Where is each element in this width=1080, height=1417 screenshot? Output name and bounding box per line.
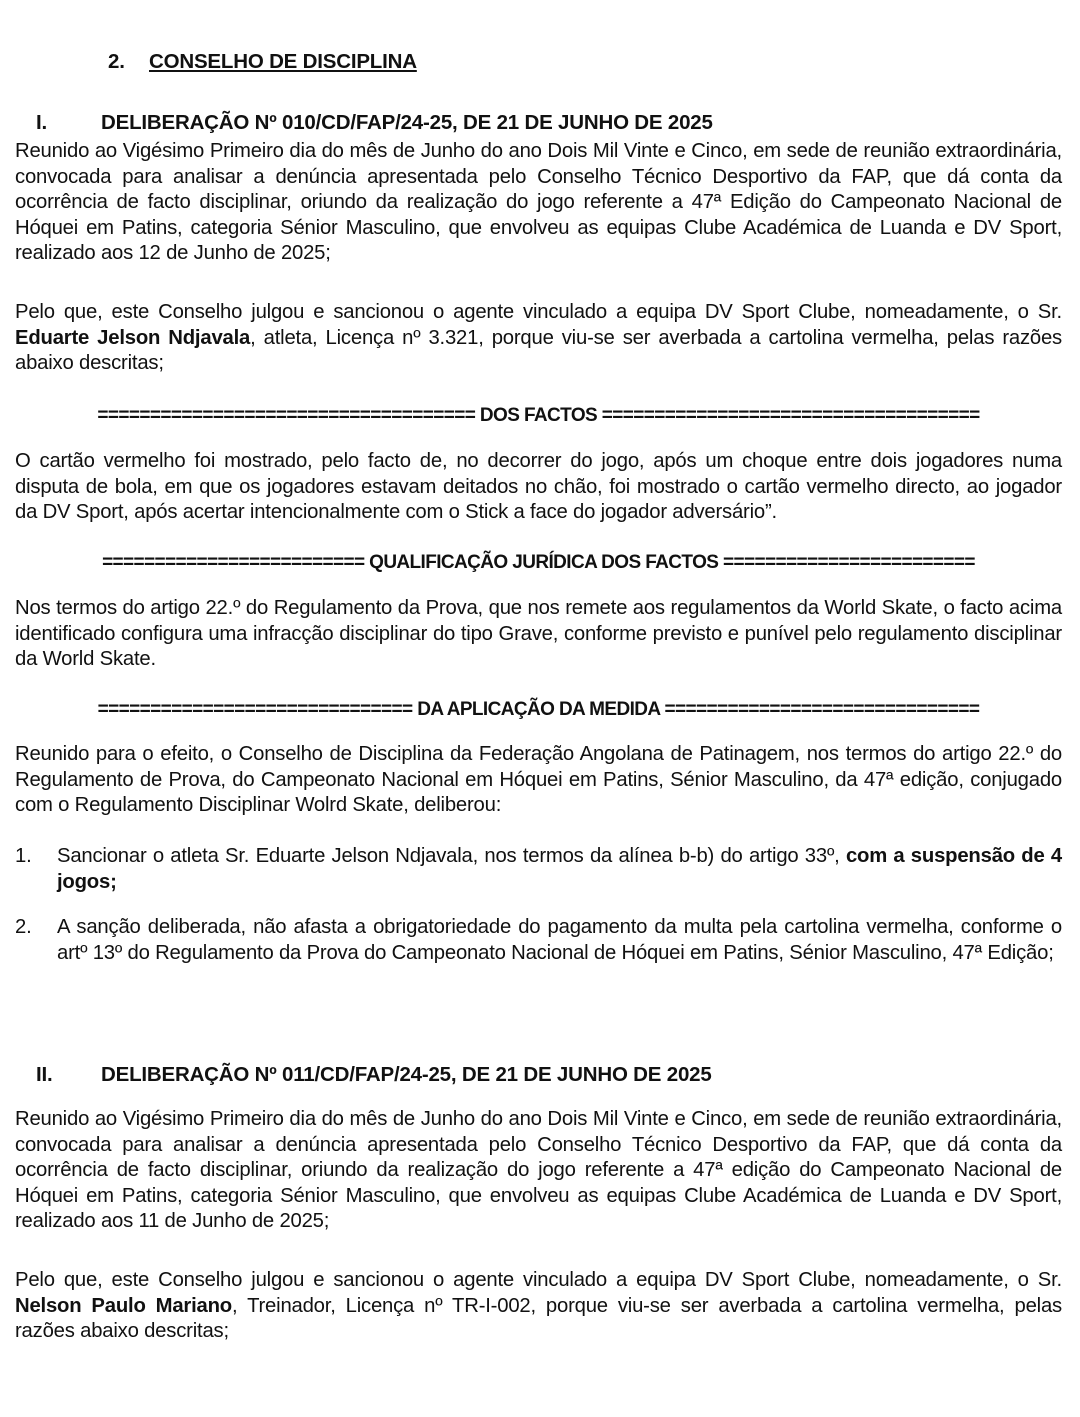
deliberation-2-sanction-before: Pelo que, este Conselho julgou e sancionou o agente vinculado a equipa DV Sport Clube, nomeadamente, o Sr.	[15, 1269, 1062, 1291]
facts-paragraph: O cartão vermelho foi mostrado, pelo facto de, no decorrer do jogo, após um choque entre dois jogadores numa disputa de bola, em que os jogadores estavam deitados no chão, foi mostrado o cartão vermelho directo, ao jogador da DV Sport, após acertar intencionalmente com o Stick a face do jogador adversário”.	[15, 450, 1062, 523]
deliberation-2-sanction-after: , Treinador, Licença nº TR-I-002, porque viu-se ser averbada a cartolina vermelha, pelas razões abaixo descritas;	[15, 1294, 1062, 1342]
separator-medida: ============================== DA APLICAÇÃO DA MEDIDA ==============================	[97, 699, 980, 720]
deliberation-1-sanction	[15, 300, 1062, 377]
list-item-2	[15, 915, 1062, 966]
deliberation-1-heading	[36, 110, 713, 136]
separator-qualificacao: ========================= QUALIFICAÇÃO JURÍDICA DOS FACTOS ========================	[102, 552, 975, 573]
list-item-1-text	[57, 844, 1062, 895]
list-item-1-number: 1.	[15, 845, 32, 867]
deliberation-1-agent-name: Eduarte Jelson Ndjavala	[15, 326, 251, 349]
deliberation-1-sanction-before: Pelo que, este Conselho julgou e sancionou o agente vinculado a equipa DV Sport Clube, nomeadamente, o Sr.	[15, 301, 1062, 323]
deliberation-1-title: DELIBERAÇÃO Nº 010/CD/FAP/24-25, DE 21 DE JUNHO DE 2025	[101, 111, 713, 134]
list-item-1-bold: com a suspensão de 4 jogos;	[57, 845, 1062, 893]
deliberation-2-roman: II.	[36, 1063, 53, 1086]
section-heading	[108, 49, 417, 75]
qualification-paragraph: Nos termos do artigo 22.º do Regulamento da Prova, que nos remete aos regulamentos da World Skate, o facto acima identificado configura uma infracção disciplinar do tipo Grave, conforme previsto e punível pelo regulamento disciplinar da World Skate.	[15, 597, 1062, 670]
deliberation-1-intro: Reunido ao Vigésimo Primeiro dia do mês de Junho do ano Dois Mil Vinte e Cinco, em sede de reunião extraordinária, convocada para analisar a denúncia apresentada pelo Conselho Técnico Desportivo da FAP, que dá conta da ocorrência de facto disciplinar, oriundo da realização do jogo referente a 47ª Edição do Campeonato Nacional de Hóquei em Patins, categoria Sénior Masculino, que envolveu as equipas Clube Académica de Luanda e DV Sport, realizado aos 12 de Junho de 2025;	[15, 140, 1062, 264]
measure-paragraph: Reunido para o efeito, o Conselho de Disciplina da Federação Angolana de Patinagem, nos termos do artigo 22.º do Regulamento de Prova, do Campeonato Nacional em Hóquei em Patins, Sénior Masculino, da 47ª edição, conjugado com o Regulamento Disciplinar Wolrd Skate, deliberou:	[15, 743, 1062, 816]
deliberation-2-intro: Reunido ao Vigésimo Primeiro dia do mês de Junho do ano Dois Mil Vinte e Cinco, em sede de reunião extraordinária, convocada para analisar a denúncia apresentada pelo Conselho Técnico Desportivo da FAP, que dá conta da ocorrência de facto disciplinar, oriundo da realização do jogo referente a 47ª edição do Campeonato Nacional de Hóquei em Patins, categoria Sénior Masculino, que envolveu as equipas Clube Académica de Luanda e DV Sport, realizado aos 11 de Junho de 2025;	[15, 1108, 1062, 1232]
list-item-2-number: 2.	[15, 916, 32, 938]
deliberation-2-title: DELIBERAÇÃO Nº 011/CD/FAP/24-25, DE 21 DE JUNHO DE 2025	[101, 1063, 712, 1086]
deliberation-2-sanction	[15, 1268, 1062, 1345]
separator-dos-factos: ==================================== DOS FACTOS ====================================	[97, 405, 980, 426]
deliberation-1-sanction-after: , atleta, Licença nº 3.321, porque viu-se ser averbada a cartolina vermelha, pelas razões abaixo descritas;	[15, 326, 1062, 374]
section-title: CONSELHO DE DISCIPLINA	[149, 50, 417, 73]
list-item-1-body: Sancionar o atleta Sr. Eduarte Jelson Ndjavala, nos termos da alínea b-b) do artigo 33º,	[57, 845, 846, 867]
list-item-2-text: A sanção deliberada, não afasta a obrigatoriedade do pagamento da multa pela cartolina vermelha, conforme o artº 13º do Regulamento da Prova do Campeonato Nacional de Hóquei em Patins, Sénior Masculino, 47ª Edição;	[57, 916, 1062, 964]
deliberation-1-roman: I.	[36, 111, 47, 134]
list-item-1	[15, 844, 1062, 895]
deliberation-2-heading	[36, 1062, 712, 1088]
deliberation-2-agent-name: Nelson Paulo Mariano	[15, 1294, 232, 1317]
section-number: 2.	[108, 50, 125, 73]
